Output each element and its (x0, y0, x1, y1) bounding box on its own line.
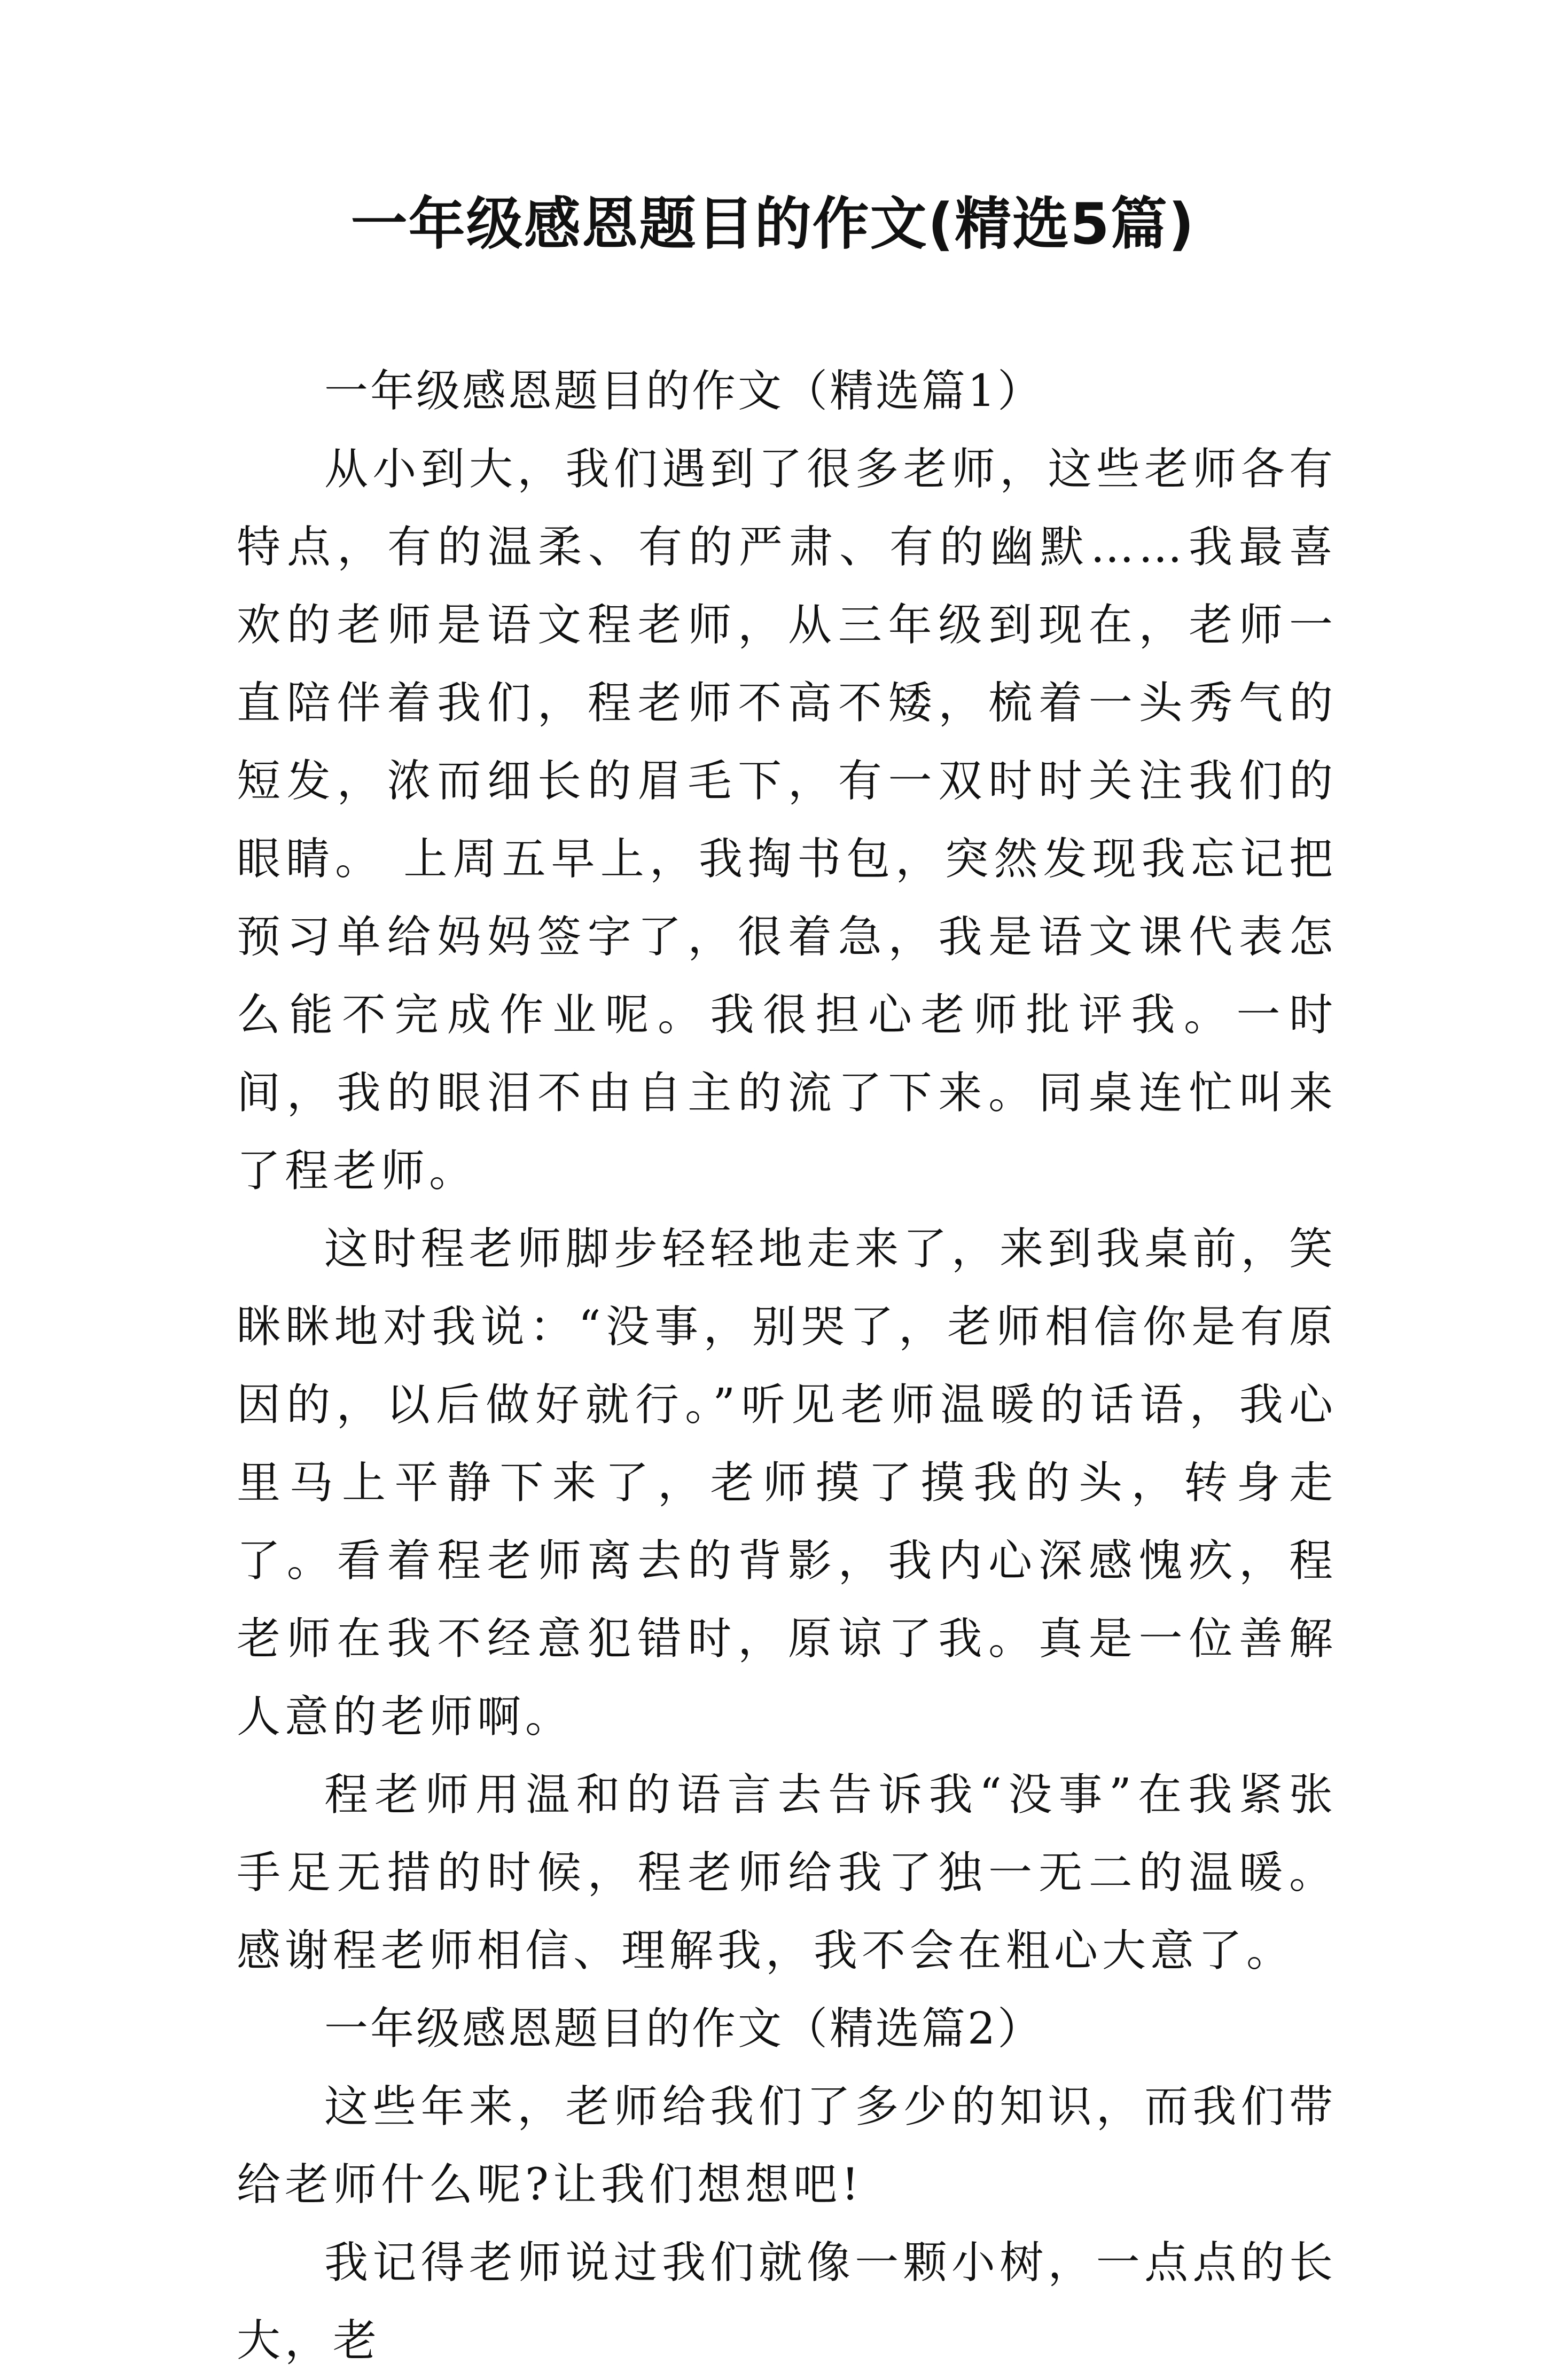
paragraph: 这些年来，老师给我们了多少的知识，而我们带给老师什么呢?让我们想想吧! (237, 2081, 1337, 2210)
document-body (237, 353, 1337, 2380)
paragraph: 我记得老师说过我们就像一颗小树，一点点的长大，老 (237, 2237, 1337, 2366)
section-heading-1: 一年级感恩题目的作文（精选篇1） (324, 366, 1044, 417)
section-heading-2: 一年级感恩题目的作文（精选篇2） (324, 2003, 1044, 2054)
paragraph: 程老师用温和的语言去告诉我“没事”在我紧张手足无措的时候，程老师给我了独一无二的温暖。感谢程老师相信、理解我，我不会在粗心大意了。 (237, 1770, 1337, 1976)
paragraph: 从小到大，我们遇到了很多老师，这些老师各有特点，有的温柔、有的严肃、有的幽默……我最喜欢的老师是语文程老师，从三年级到现在，老师一直陪伴着我们，程老师不高不矮，梳着一头秀气的短发，浓而细长的眉毛下，有一双时时关注我们的眼睛。 上周五早上，我掏书包，突然发现我忘记把预习单给妈妈签字了，很着急，我是语文课代表怎么能不完成作业呢。我很担心老师批评我。一时间，我的眼泪不由自主的流了下来。同桌连忙叫来了程老师。 (237, 444, 1337, 1196)
paragraph: 这时程老师脚步轻轻地走来了，来到我桌前，笑眯眯地对我说：“没事，别哭了，老师相信你是有原因的，以后做好就行。”听见老师温暖的话语，我心里马上平静下来了，老师摸了摸我的头，转身走了。看着程老师离去的背影，我内心深感愧疚，程老师在我不经意犯错时，原谅了我。真是一位善解人意的老师啊。 (237, 1224, 1337, 1742)
document-title: 一年级感恩题目的作文(精选5篇) (350, 191, 1196, 257)
